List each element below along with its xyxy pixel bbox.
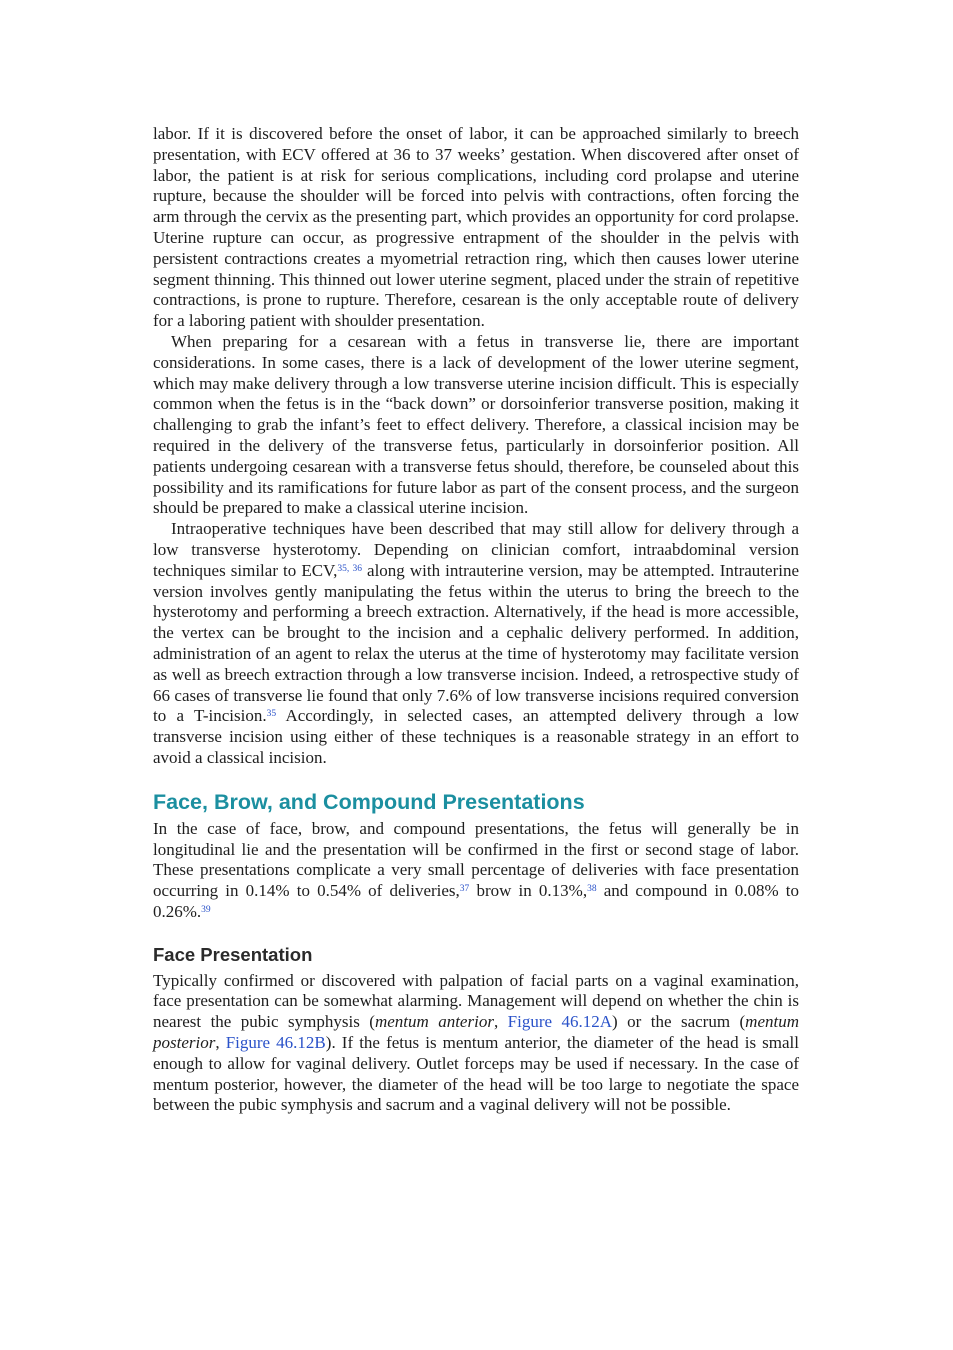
section-heading: Face, Brow, and Compound Presentations (153, 789, 585, 814)
text-span: ) or the sacrum ( (612, 1012, 746, 1032)
paragraph-cesarean-considerations: When preparing for a cesarean with a fetus in transverse lie, there are important considerations. In some cases, there is a lack of development of the lower uterine segment, which may make delivery through a low transverse uterine incision difficult. This is especially common when the fetus is in the “back down” or dorsoinferior transverse position, making it challenging to grab the infant’s feet to effect delivery. Therefore, a classical incision may be required in the delivery of the transverse fetus, particularly in dorsoinferior position. All patients undergoing cesarean with a transverse fetus should, therefore, be counseled about this possibility and its ramifications for future labor as part of the consent process, and the surgeon should be prepared to make a classical uterine incision. (153, 331, 799, 518)
text-span: Typically confirmed or discovered with palpation of facial parts on a vaginal examination, face presentation can be somewhat alarming. Management will depend on whether the chin is nearest the pubic symphysis ( (153, 970, 799, 1032)
text-span: along with intrauterine version, may be attempted. Intrauterine version involves gently manipulating the fetus within the uterus to bring the breech to the hysterotomy and performing a breech extraction. Alternatively, if the head is more accessible, the vertex can be brought to the incision and a cephalic delivery performed. In addition, administration of an agent to relax the uterus at the time of hysterotomy may facilitate version as well as breech extraction through a low transverse incision. Indeed, a retrospective study of 66 cases of transverse lie found that only 7.6% of low transverse incisions required conversion to a T-incision. (153, 560, 799, 726)
paragraph-intraoperative-techniques (153, 519, 799, 769)
figure-link-46-12a[interactable]: Figure 46.12A (507, 1012, 613, 1032)
reference-link-39[interactable]: 39 (201, 904, 211, 915)
figure-link-46-12b[interactable]: Figure 46.12B (225, 1033, 326, 1053)
reference-link-35[interactable]: 35 (266, 709, 277, 720)
reference-link-35-36[interactable]: 35, 36 (337, 563, 362, 574)
text-span: ). If the fetus is mentum anterior, the diameter of the head is small enough to allow for vaginal delivery. Outlet forceps may be used if necessary. In the case of mentum posterior, however, the diameter of the head will be too large to negotiate the space between the pubic symphysis and sacrum and a vaginal delivery will not be possible. (153, 1033, 799, 1115)
text-span: , (215, 1033, 226, 1053)
text-span: Intraoperative techniques have been described that may still allow for delivery through a low transverse hysterotomy. Depending on clinician comfort, intraabdominal version techniques similar to ECV, (153, 519, 799, 580)
paragraph-face-presentation (153, 971, 799, 1117)
term-mentum-anterior: mentum anterior (374, 1012, 494, 1032)
text-span: In the case of face, brow, and compound presentations, the fetus will generally be in longitudinal lie and the presentation will be confirmed in the first or second stage of labor. These presentations complicate a very small percentage of deliveries with face presentation occurring in 0.14% to 0.54% of deliveries, (153, 818, 799, 901)
page-body (153, 124, 799, 1116)
paragraph-shoulder-presentation: labor. If it is discovered before the onset of labor, it can be approached similarly to breech presentation, with ECV offered at 36 to 37 weeks’ gestation. When discovered after onset of labor, the patient is at risk for serious complications, including cord prolapse and uterine rupture, because the shoulder will be forced into pelvis with contractions, often forcing the arm through the cervix as the presenting part, which provides an opportunity for cord prolapse. Uterine rupture can occur, as progressive entrapment of the shoulder in the pelvis with persistent contractions creates a myometrial retraction ring, which then causes lower uterine segment thinning. This thinned out lower uterine segment, placed under the strain of repetitive contractions, is prone to rupture. Therefore, cesarean is the only acceptable route of delivery for a laboring patient with shoulder presentation. (153, 124, 799, 331)
text-span: brow in 0.13%, (469, 881, 588, 901)
text-span: , (493, 1012, 508, 1032)
subsection-heading: Face Presentation (153, 943, 313, 965)
reference-link-37[interactable]: 37 (459, 884, 470, 895)
reference-link-38[interactable]: 38 (587, 884, 597, 895)
term-mentum-posterior: mentum posterior (153, 1012, 799, 1053)
paragraph-presentations-intro (153, 819, 799, 923)
text-span: and compound in 0.08% to 0.26%. (153, 881, 799, 921)
text-span: Accordingly, in selected cases, an attempted delivery through a low transverse incision using either of these techniques is a reasonable strategy in an effort to avoid a classical incision. (153, 706, 799, 767)
